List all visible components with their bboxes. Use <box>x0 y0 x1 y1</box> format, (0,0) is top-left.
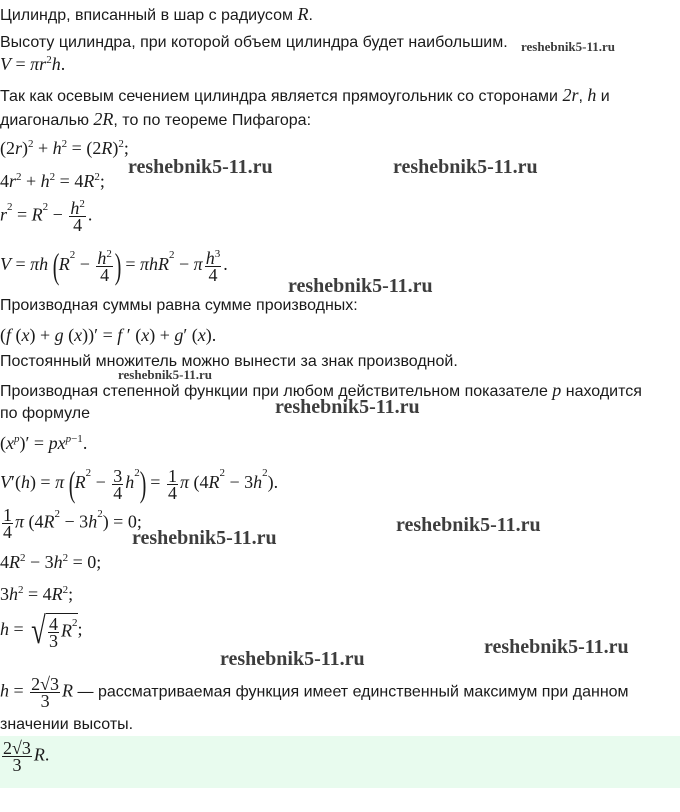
formula-power-rule: $(x^p)' = px^{p-1}$. <box>0 433 88 453</box>
watermark: reshebnik5-11.ru <box>484 636 629 658</box>
watermark: reshebnik5-11.ru <box>118 367 213 382</box>
answer-formula: $\frac{2√3}{3}$ R. <box>3 738 50 775</box>
answer-block <box>0 736 680 788</box>
formula-volume: $V = \pi r^2h$. <box>0 54 66 74</box>
watermark: reshebnik5-11.ru <box>393 156 538 178</box>
rule-constant-text: Постоянный множитель можно вынести за знак производной. <box>0 353 458 370</box>
formula-pythagoras: $(2r)^2 + h^2 = (2R)^2$; <box>0 138 129 158</box>
formula-step: $4r^2 + h^2 = 4R^2$; <box>0 171 105 191</box>
formula-volume-h: V = πh ($R^2$ − $\frac{h^2}{4}$ ) = πhR$^2$ − π $\frac{h^3}{4}$ . <box>0 246 228 286</box>
watermark: reshebnik5-11.ru <box>396 514 541 536</box>
math-R: R <box>297 4 309 24</box>
explanation-line: Так как осевым сечением цилиндра является прямоугольник со сторонами 2r, h и <box>0 85 610 105</box>
formula-r-squared: $r^2 = R^2$ − $\frac{h^2}{4}$ . <box>0 198 93 235</box>
conclusion-text: значении высоты. <box>0 716 134 733</box>
explanation-line-2: диагональю 2R, то по теореме Пифагора: <box>0 109 312 129</box>
rule-power-text: Производная степенной функции при любом действительном показателе p находится <box>0 380 642 400</box>
rule-power-text-2: по формуле <box>0 405 91 422</box>
watermark: reshebnik5-11.ru <box>128 156 273 178</box>
problem-statement: Цилиндр, вписанный в шар с радиусом R. <box>0 4 313 24</box>
watermark: reshebnik5-11.ru <box>521 39 616 54</box>
task-line: Высоту цилиндра, при которой объем цилиндра будет наибольшим. <box>0 34 508 51</box>
formula-step-2: $4R^2 - 3h^2 = 0$; <box>0 552 102 572</box>
watermark: reshebnik5-11.ru <box>132 527 277 549</box>
formula-step-3: $3h^2 = 4R^2$; <box>0 584 74 604</box>
formula-h-sqrt: h = √ $\frac{4}{3}$ $R^2$; <box>0 610 83 652</box>
watermark: reshebnik5-11.ru <box>275 396 420 418</box>
formula-derivative-zero: $\frac{1}{4}$ π $(4R^2 - 3h^2) = 0$; <box>3 505 142 542</box>
formula-derivative: V′(h) = π ($R^2$ − $\frac{3}{4}$ $h^2$) = $\frac{1}{4}$ π $(4R^2 - 3h^2)$. <box>0 464 279 504</box>
formula-h-result: h = $\frac{2√3}{3}$ R — рассматриваемая функция имеет единственный максимум при данном <box>0 674 629 711</box>
watermark: reshebnik5-11.ru <box>220 648 365 670</box>
formula-sum-rule: (f (x) + g (x))′ = f ′ (x) + g′ (x). <box>0 325 217 345</box>
rule-sum-text: Производная суммы равна сумме производных: <box>0 297 358 314</box>
watermark: reshebnik5-11.ru <box>288 275 433 297</box>
